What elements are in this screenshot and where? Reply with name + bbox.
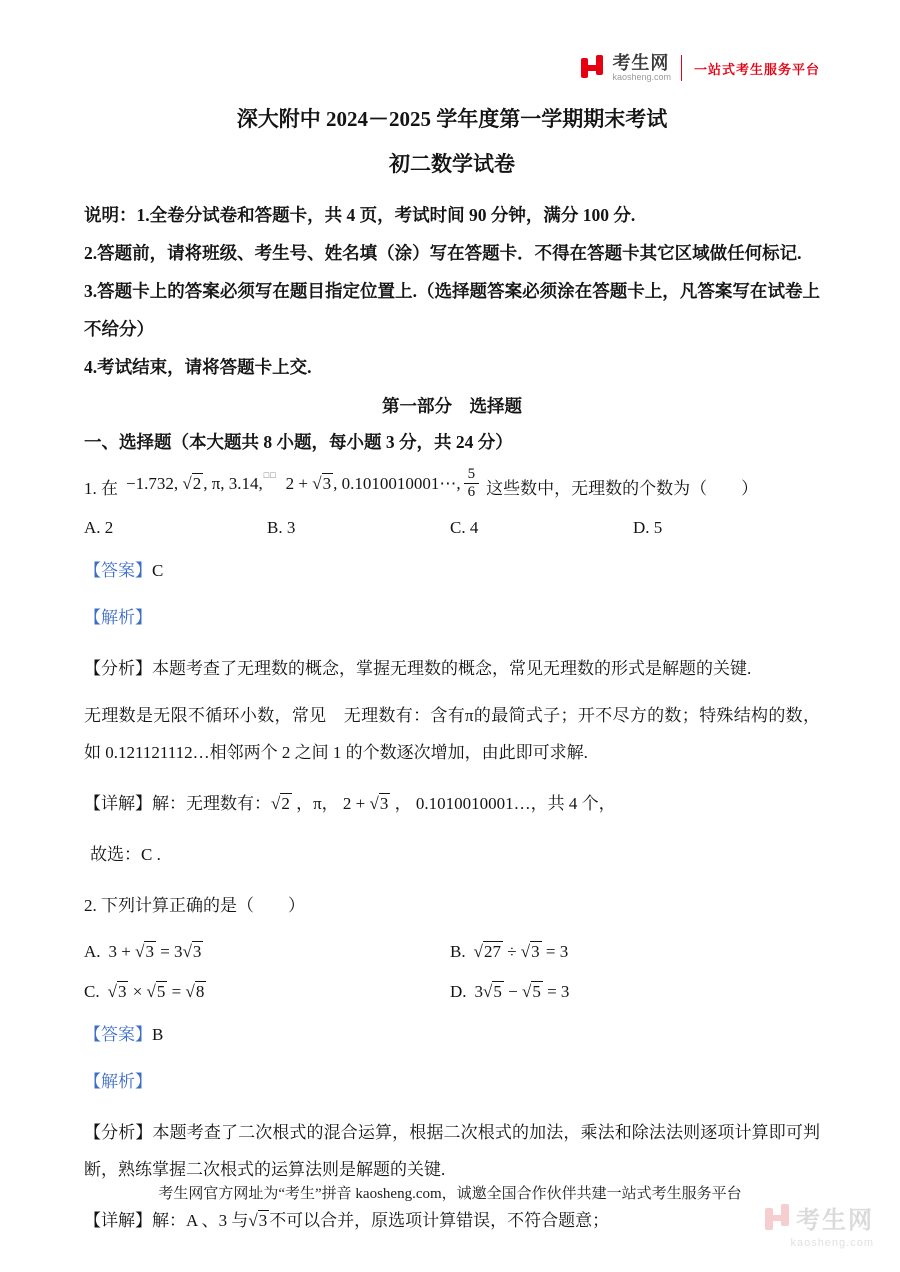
watermark-logo-icon xyxy=(764,1204,790,1232)
analysis-tag: 【解析】 xyxy=(84,607,152,627)
part-title: 第一部分 选择题 xyxy=(382,396,522,416)
kaosheng-logo-icon xyxy=(580,55,604,81)
brand-tagline: 一站式考生服务平台 xyxy=(693,61,820,77)
answer-value: B xyxy=(152,1024,164,1044)
option-d: D. 5 xyxy=(633,517,663,537)
analysis-tag: 【解析】 xyxy=(84,1071,152,1091)
instruction-4: 4.考试结束，请将答题卡上交. xyxy=(84,357,312,377)
option-b: B. 3 xyxy=(267,517,296,537)
question-2-detail: 【详解】解：A 、3 与√3 不可以合并，原选项计算错误，不符合题意； xyxy=(84,1210,610,1230)
option-a: A. 2 xyxy=(84,517,114,537)
exam-subtitle: 初二数学试卷 xyxy=(389,152,515,176)
brand-name: 考生网 xyxy=(612,53,670,73)
exam-title: 深大附中 2024－2025 学年度第一学期期末考试 xyxy=(236,107,668,131)
option-c: C. √3 × √5 = √8 xyxy=(84,981,205,1001)
exam-instructions xyxy=(84,196,820,386)
site-logo xyxy=(580,54,820,82)
question-2-analysis-1: 【分析】本题考查了二次根式的混合运算，根据二次根式的加法，乘法和除法法则逐项计算即可判断，熟练掌握二次根式的运算法则是解题的关键. xyxy=(84,1122,820,1179)
question-2-options xyxy=(84,942,820,1002)
instruction-2: 2.答题前，请将班级、考生号、姓名填（涂）写在答题卡．不得在答题卡其它区域做任何标记. xyxy=(84,243,802,263)
instruction-3: 3.答题卡上的答案必须写在题目指定位置上.（选择题答案必须涂在答题卡上，凡答案写在试卷上不给分） xyxy=(84,281,820,339)
option-a: A. 3 + √3 = 3√3 xyxy=(84,941,202,961)
question-1-stem xyxy=(84,466,820,502)
question-1-math-a: −1.732, √2 , π, 3.14, xyxy=(126,473,263,493)
watermark-brand: 考生网 xyxy=(796,1207,874,1234)
question-1-number: 1. 在 xyxy=(84,478,118,498)
glyph-artifact: □□ xyxy=(263,469,277,480)
section-title: 一、选择题（本大题共 8 小题，每小题 3 分，共 24 分） xyxy=(84,432,513,452)
question-1-analysis-tag xyxy=(84,599,820,636)
answer-tag: 【答案】 xyxy=(84,1024,152,1044)
page-footer: 考生网官方网址为“考生”拼音 kaosheng.com，诚邀全国合作伙伴共建一站式考生服务平台 xyxy=(158,1186,742,1202)
question-1-math-b: 2 + √3 , 0.1010010001⋯, xyxy=(285,473,461,493)
question-1-suffix: 这些数中，无理数的个数为（ ） xyxy=(486,478,759,498)
question-1-analysis-1: 【分析】本题考查了无理数的概念，掌握无理数的概念，常见无理数的形式是解题的关键. xyxy=(84,658,752,678)
watermark xyxy=(764,1200,874,1249)
question-1-options xyxy=(84,518,820,538)
answer-value: C xyxy=(152,560,164,580)
fraction-five-sixths xyxy=(464,466,480,502)
question-1-analysis-2: 无理数是无限不循环小数，常见 无理数有：含有π的最简式子；开不尽方的数；特殊结构的数，如 0.121121112…相邻两个 2 之间 1 的个数逐次增加，由此即可求解. xyxy=(84,705,820,762)
option-d: D. 3√5 − √5 = 3 xyxy=(450,981,570,1001)
fraction-denominator: 6 xyxy=(464,483,480,501)
option-b: B. √27 ÷ √3 = 3 xyxy=(450,941,569,961)
brand-domain: kaosheng.com xyxy=(612,71,671,82)
question-1-answer xyxy=(84,552,820,589)
question-1-detail: 【详解】解：无理数有：√2 ，π， 2 + √3 ， 0.1010010001…，共 4 个， xyxy=(84,793,616,813)
question-1-conclusion: 故选：C . xyxy=(90,844,161,864)
brand-divider xyxy=(681,55,682,81)
question-2-analysis-tag xyxy=(84,1063,820,1100)
question-2-answer xyxy=(84,1016,820,1053)
watermark-domain: kaosheng.com xyxy=(790,1237,874,1249)
answer-tag: 【答案】 xyxy=(84,560,152,580)
question-2-stem: 2. 下列计算正确的是（ ） xyxy=(84,895,305,915)
option-c: C. 4 xyxy=(450,517,479,537)
fraction-numerator: 5 xyxy=(467,466,476,482)
instruction-1: 说明：1.全卷分试卷和答题卡，共 4 页，考试时间 90 分钟，满分 100 分. xyxy=(84,205,636,225)
